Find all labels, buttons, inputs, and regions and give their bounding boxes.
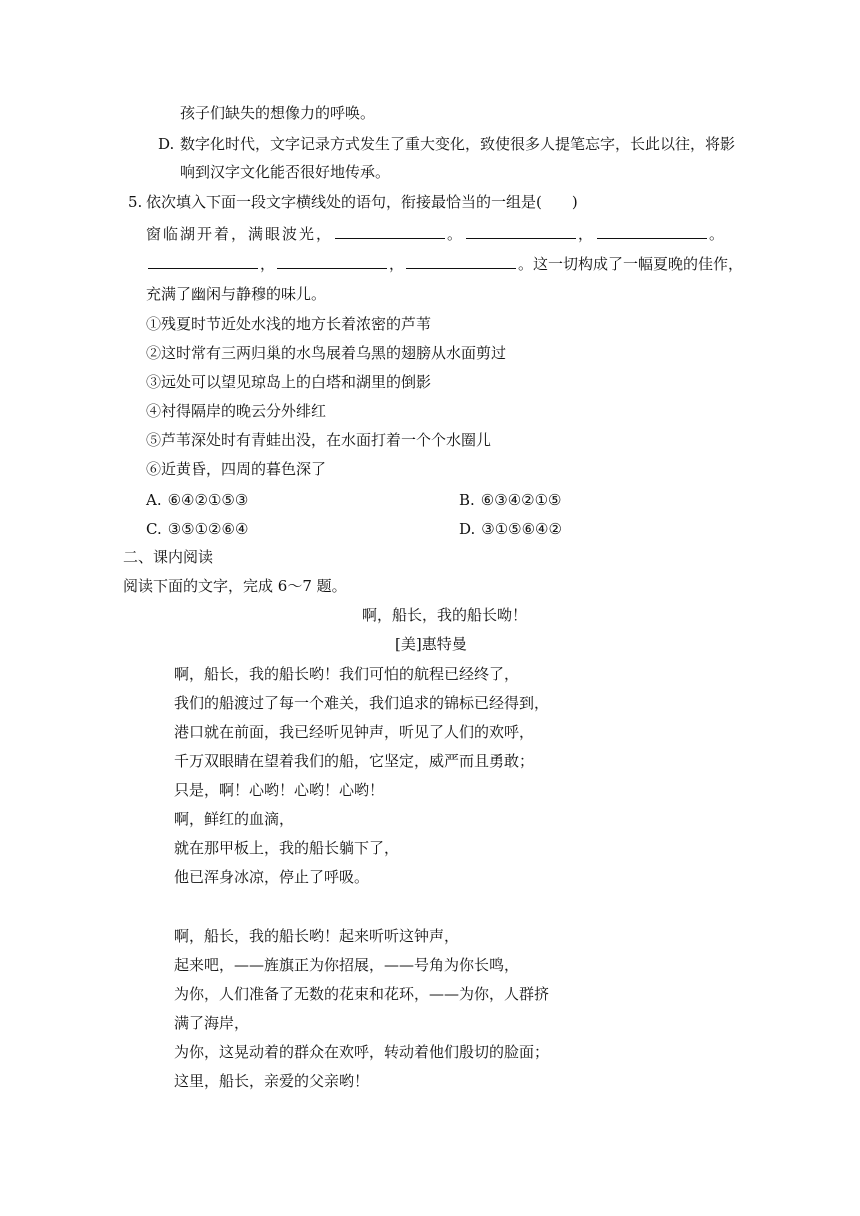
q5-passage-a: 窗临湖开着，满眼波光，	[146, 225, 334, 243]
poem-line: 为你，这晃动着的群众在欢呼，转动着他们殷切的脸面；	[174, 1043, 550, 1061]
q5-blank-5	[277, 254, 387, 269]
q5-option-a[interactable]	[146, 490, 248, 510]
q4-option-d-line1: 数字化时代，文字记录方式发生了重大变化，致使很多人提笔忘字，长此以往，将影	[180, 135, 736, 153]
q4-option-d-line2: 响到汉字文化能否很好地传承。	[180, 163, 391, 181]
option-label: A.	[146, 491, 162, 509]
option-label: B.	[459, 491, 475, 509]
poem-title: 啊，船长，我的船长呦！	[362, 606, 528, 624]
q5-item-5: ⑤芦苇深处时有青蛙出没，在水面打着一个个水圈儿	[146, 431, 492, 449]
q5-sep: 。	[447, 225, 465, 243]
q5-option-b[interactable]	[459, 490, 561, 510]
poem-line: 这里，船长，亲爱的父亲哟！	[174, 1072, 370, 1090]
q5-blank-4	[148, 254, 258, 269]
q5-sep: ，	[260, 255, 276, 273]
q5-stem: 依次填入下面一段文字横线处的语句，衔接最恰当的一组是( )	[146, 193, 578, 211]
poem-line: 就在那甲板上，我的船长躺下了，	[174, 839, 400, 857]
q4-option-d-label: D.	[158, 135, 175, 153]
poem-line: 满了海岸，	[174, 1014, 250, 1032]
poem-author: [美]惠特曼	[395, 635, 467, 653]
q5-passage-b: 。这一切构成了一幅夏晚的佳作，	[518, 255, 744, 273]
q5-option-c[interactable]	[146, 519, 248, 539]
q5-item-6: ⑥近黄昏，四周的暮色深了	[146, 460, 327, 478]
reading-instruction: 阅读下面的文字，完成 6～7 题。	[123, 577, 347, 595]
poem-line: 为你，人们准备了无数的花束和花环，——为你，人群挤	[174, 985, 550, 1003]
option-text: ③①⑤⑥④②	[481, 520, 562, 538]
q5-item-4: ④衬得隔岸的晚云分外绯红	[146, 402, 327, 420]
q5-sep: 。	[709, 225, 727, 243]
poem-line: 港口就在前面，我已经听见钟声，听见了人们的欢呼，	[174, 723, 535, 741]
option-text: ⑥④②①⑤③	[167, 491, 249, 509]
q4-option-c-continuation: 孩子们缺失的想像力的呼唤。	[180, 104, 376, 122]
option-text: ③⑤①②⑥④	[167, 520, 249, 538]
q5-blank-6	[406, 254, 516, 269]
poem-line: 他已浑身冰凉，停止了呼吸。	[174, 868, 370, 886]
q5-passage-line1	[146, 224, 726, 244]
poem-line: 啊，船长，我的船长哟！我们可怕的航程已经终了，	[174, 665, 520, 683]
section-heading: 二、课内阅读	[123, 548, 214, 566]
q5-item-1: ①残夏时节近处水浅的地方长着浓密的芦苇	[146, 315, 432, 333]
option-text: ⑥③④②①⑤	[480, 491, 562, 509]
q5-option-d[interactable]	[459, 519, 562, 539]
q5-sep: ，	[578, 225, 596, 243]
q5-blank-1	[335, 224, 445, 239]
q5-item-2: ②这时常有三两归巢的水鸟展着乌黑的翅膀从水面剪过	[146, 344, 507, 362]
poem-line: 千万双眼睛在望着我们的船，它坚定，威严而且勇敢；	[174, 752, 535, 770]
option-label: D.	[459, 520, 476, 538]
poem-line: 起来吧，——旌旗正为你招展，——号角为你长鸣，	[174, 956, 520, 974]
poem-line: 啊，鲜红的血滴，	[174, 810, 295, 828]
q5-blank-3	[597, 224, 707, 239]
q5-passage-line2	[146, 254, 743, 274]
poem-line: 啊，船长，我的船长哟！起来听听这钟声，	[174, 927, 460, 945]
q5-number: 5.	[128, 193, 143, 211]
poem-line: 我们的船渡过了每一个难关，我们追求的锦标已经得到，	[174, 694, 550, 712]
q5-passage-line3: 充满了幽闲与静穆的味儿。	[146, 285, 327, 303]
q5-blank-2	[466, 224, 576, 239]
q5-item-3: ③远处可以望见琼岛上的白塔和湖里的倒影	[146, 373, 432, 391]
poem-line: 只是，啊！心哟！心哟！心哟！	[174, 781, 385, 799]
option-label: C.	[146, 520, 162, 538]
q5-sep: ，	[389, 255, 405, 273]
